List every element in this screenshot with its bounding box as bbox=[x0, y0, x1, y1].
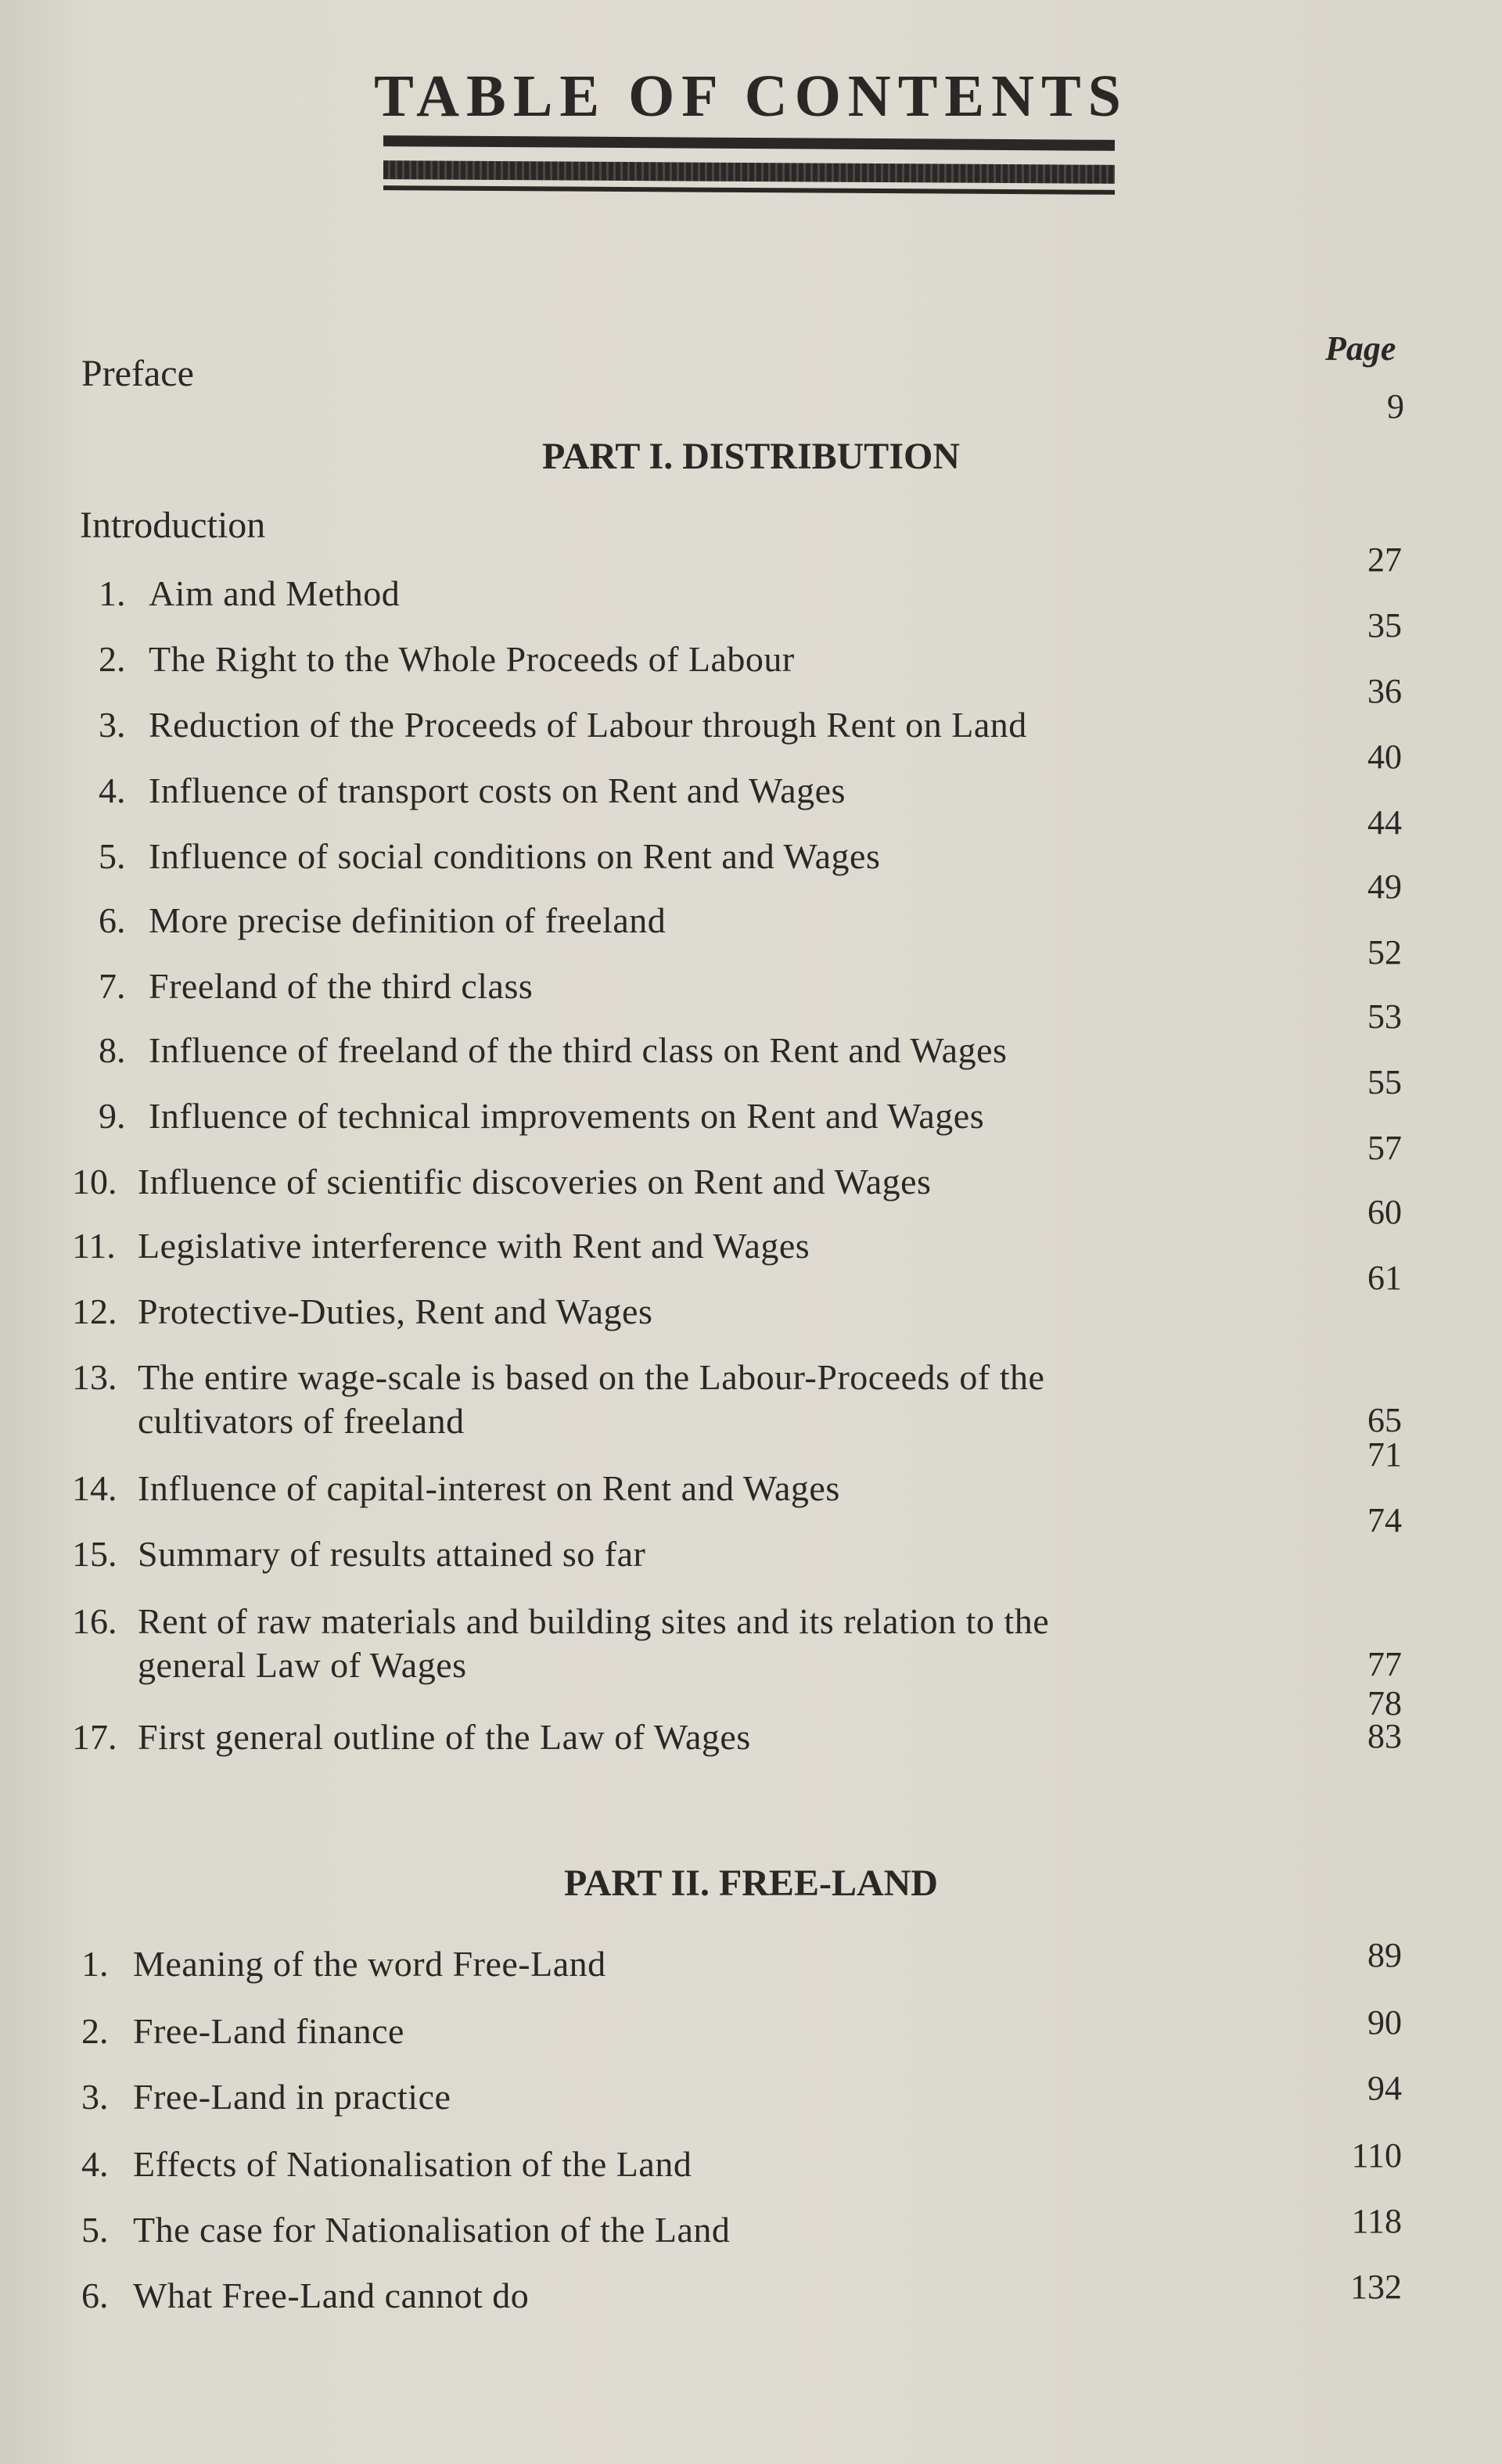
entry-title: Meaning of the word Free-Land bbox=[133, 1944, 606, 1984]
entry-title: The case for Nationalisation of the Land bbox=[133, 2210, 731, 2250]
entry-page-number: 118 bbox=[1351, 2202, 1402, 2240]
entry-page-number: 44 bbox=[1367, 803, 1402, 842]
part1-introduction: Introduction bbox=[80, 505, 266, 546]
entry-page-number: 52 bbox=[1367, 933, 1402, 972]
entry-number: 1. bbox=[81, 1944, 109, 1984]
entry-title: Free-Land finance bbox=[133, 2011, 404, 2051]
entry-number: 5. bbox=[99, 836, 126, 876]
entry-page-number: 57 bbox=[1367, 1129, 1402, 1167]
entry-title: The entire wage-scale is based on the Labour-Proceeds of the bbox=[138, 1357, 1045, 1397]
part1-heading: PART I. DISTRIBUTION bbox=[542, 436, 960, 477]
entry-page-number: 60 bbox=[1367, 1193, 1402, 1231]
entry-number: 12. bbox=[72, 1291, 117, 1331]
entry-title: Influence of freeland of the third class on Rent and Wages bbox=[149, 1030, 1008, 1070]
entry-title: Influence of capital-interest on Rent and Wages bbox=[138, 1468, 840, 1508]
entry-number: 6. bbox=[81, 2275, 109, 2315]
entry-title: Rent of raw materials and building sites and its relation to the bbox=[138, 1601, 1050, 1641]
entry-page-number: 71 bbox=[1367, 1435, 1402, 1474]
title-rule-bottom bbox=[383, 185, 1115, 195]
entry-title: Influence of technical improvements on Rent and Wages bbox=[149, 1096, 985, 1136]
entry-page-number: 132 bbox=[1350, 2268, 1402, 2306]
page-column-label: Page bbox=[1325, 329, 1396, 368]
entry-number: 17. bbox=[72, 1717, 117, 1757]
entry-page-number: 61 bbox=[1367, 1259, 1402, 1297]
entry-title: Aim and Method bbox=[149, 573, 401, 613]
entry-title: Legislative interference with Rent and Wages bbox=[138, 1226, 810, 1266]
entry-number: 16. bbox=[72, 1601, 117, 1641]
entry-number: 1. bbox=[99, 573, 126, 613]
entry-number: 13. bbox=[72, 1357, 117, 1397]
entry-page-number: 65 bbox=[1367, 1401, 1402, 1439]
entry-number: 4. bbox=[81, 2144, 109, 2184]
entry-title: Effects of Nationalisation of the Land bbox=[133, 2144, 692, 2184]
entry-number: 15. bbox=[72, 1534, 117, 1574]
entry-number: 9. bbox=[99, 1096, 126, 1136]
entry-number: 10. bbox=[72, 1162, 117, 1201]
entry-title-continued: cultivators of freeland bbox=[138, 1401, 465, 1441]
part2-heading: PART II. FREE-LAND bbox=[564, 1862, 938, 1904]
entry-title: Freeland of the third class bbox=[149, 966, 534, 1006]
entry-number: 7. bbox=[99, 966, 126, 1006]
entry-page-number: 35 bbox=[1367, 606, 1402, 645]
title-rule-top bbox=[383, 135, 1115, 151]
entry-title-continued: general Law of Wages bbox=[138, 1645, 467, 1685]
entry-title: Protective-Duties, Rent and Wages bbox=[138, 1291, 653, 1331]
entry-title: Free-Land in practice bbox=[133, 2077, 451, 2117]
entry-page-number: 90 bbox=[1367, 2003, 1402, 2042]
entry-title: The Right to the Whole Proceeds of Labour bbox=[149, 639, 795, 679]
entry-title: Reduction of the Proceeds of Labour through Rent on Land bbox=[149, 705, 1027, 745]
entry-page-number: 74 bbox=[1367, 1501, 1402, 1539]
entry-page-number: 110 bbox=[1351, 2136, 1402, 2175]
entry-page-number: 94 bbox=[1367, 2069, 1402, 2107]
entry-title: What Free-Land cannot do bbox=[133, 2275, 530, 2315]
entry-page-number: 78 bbox=[1367, 1684, 1402, 1722]
entry-page-number: 53 bbox=[1367, 997, 1402, 1036]
part1-trailing-page: 83 bbox=[1367, 1717, 1402, 1755]
entry-number: 8. bbox=[99, 1030, 126, 1070]
entry-page-number: 36 bbox=[1367, 672, 1402, 710]
entry-title: Summary of results attained so far bbox=[138, 1534, 646, 1574]
preface-page: 9 bbox=[1387, 387, 1404, 426]
entry-number: 11. bbox=[72, 1226, 116, 1266]
entry-number: 6. bbox=[99, 900, 126, 940]
entry-page-number: 27 bbox=[1367, 541, 1402, 579]
entry-number: 3. bbox=[81, 2077, 109, 2117]
page-title: TABLE OF CONTENTS bbox=[374, 63, 1128, 129]
entry-page-number: 77 bbox=[1367, 1645, 1402, 1683]
entry-title: Influence of social conditions on Rent and Wages bbox=[149, 836, 881, 876]
entry-number: 2. bbox=[81, 2011, 109, 2051]
entry-page-number: 89 bbox=[1367, 1936, 1402, 1974]
title-rule-middle bbox=[383, 160, 1115, 184]
entry-page-number: 55 bbox=[1367, 1063, 1402, 1101]
preface-label: Preface bbox=[81, 353, 194, 394]
entry-number: 4. bbox=[99, 770, 126, 810]
entry-number: 5. bbox=[81, 2210, 109, 2250]
entry-number: 2. bbox=[99, 639, 126, 679]
entry-title: First general outline of the Law of Wages bbox=[138, 1717, 751, 1757]
entry-page-number: 40 bbox=[1367, 738, 1402, 776]
entry-title: Influence of scientific discoveries on Rent and Wages bbox=[138, 1162, 932, 1201]
entry-number: 3. bbox=[99, 705, 126, 745]
entry-number: 14. bbox=[72, 1468, 117, 1508]
entry-title: Influence of transport costs on Rent and Wages bbox=[149, 770, 846, 810]
entry-page-number: 49 bbox=[1367, 867, 1402, 906]
entry-title: More precise definition of freeland bbox=[149, 900, 667, 940]
